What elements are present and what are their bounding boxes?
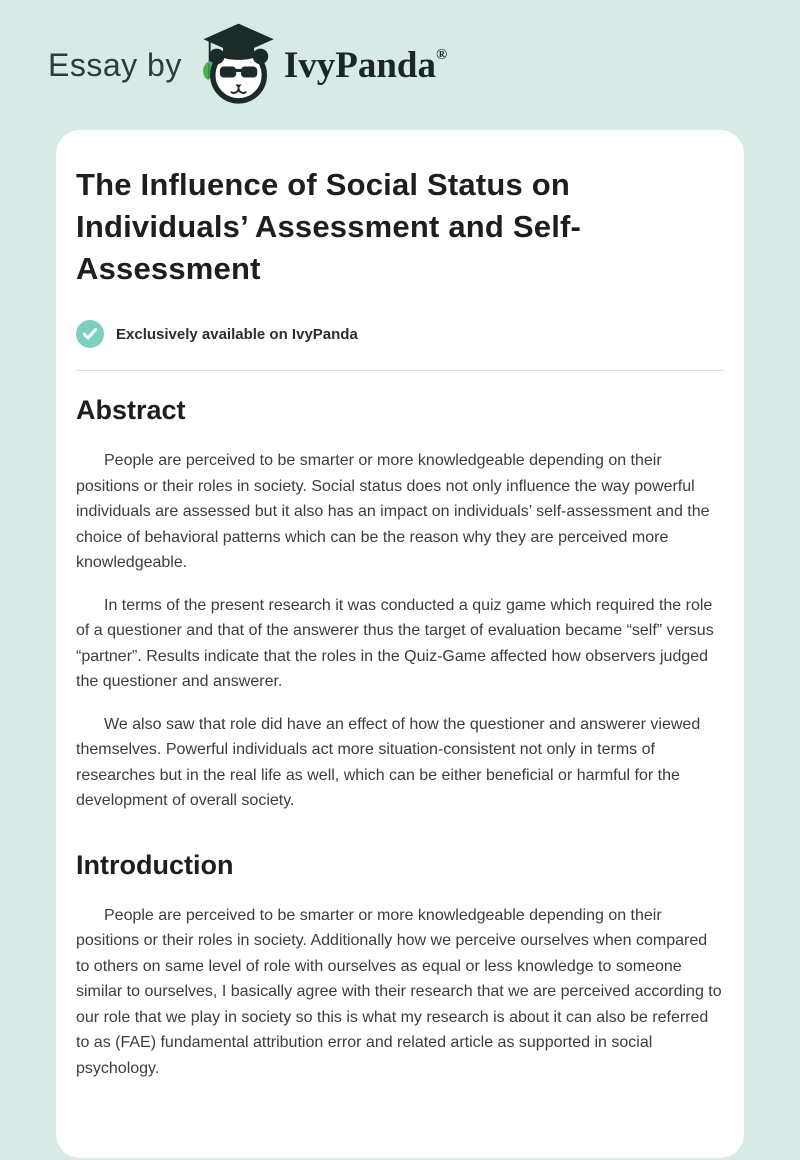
essay-title: The Influence of Social Status on Individuals’ Assessment and Self-Assessment	[76, 167, 582, 286]
divider	[76, 370, 724, 371]
ivypanda-logo	[198, 22, 447, 108]
brand-name: IvyPanda®	[283, 44, 448, 86]
section-abstract	[76, 395, 724, 814]
introduction-heading: Introduction	[76, 849, 234, 880]
panda-logo-icon	[198, 22, 276, 108]
abstract-paragraph-3: We also saw that role did have an effect of how the questioner and answerer viewed themselves. Powerful individuals act more situation-consistent not only in terms of researches but in the real life as well, which can be either beneficial or harmful for the development of overall society.	[76, 715, 701, 809]
check-icon	[76, 320, 104, 348]
essay-card	[56, 130, 744, 1158]
site-header	[0, 0, 800, 96]
abstract-heading: Abstract	[76, 395, 186, 425]
exclusive-label: Exclusively available on IvyPanda	[116, 325, 358, 343]
abstract-paragraph-2: In terms of the present research it was conducted a quiz game which required the role of a questioner and that of the answerer thus the target of evaluation became “self” versus “partner”. Results indicate that the roles in the Quiz-Game affected how observers judged the questioner and answerer.	[76, 596, 714, 690]
abstract-paragraph-1: People are perceived to be smarter or more knowledgeable depending on their positions or their roles in society. Social status does not only influence the way powerful individuals are assessed but it also has an impact on individuals’ self-assessment and the choice of behavioral patterns which can be the reason why they are perceived more knowledgeable.	[76, 452, 710, 571]
section-introduction	[76, 850, 724, 1082]
registered-mark: ®	[435, 46, 448, 63]
introduction-paragraph-1: People are perceived to be smarter or more knowledgeable depending on their positions or their roles in society. Additionally how we perceive ourselves when compared to others on same level of role with ourselves as equal or less knowledge to someone similar to ourselves, I basically agree with their research that we are perceived according to our role that we play in society so this is what my research is about it can also be referred to as (FAE) fundamental attribution error and related article as supported in social psychology.	[76, 906, 722, 1077]
exclusive-row	[76, 320, 724, 348]
essay-by-label: Essay by	[48, 46, 182, 83]
